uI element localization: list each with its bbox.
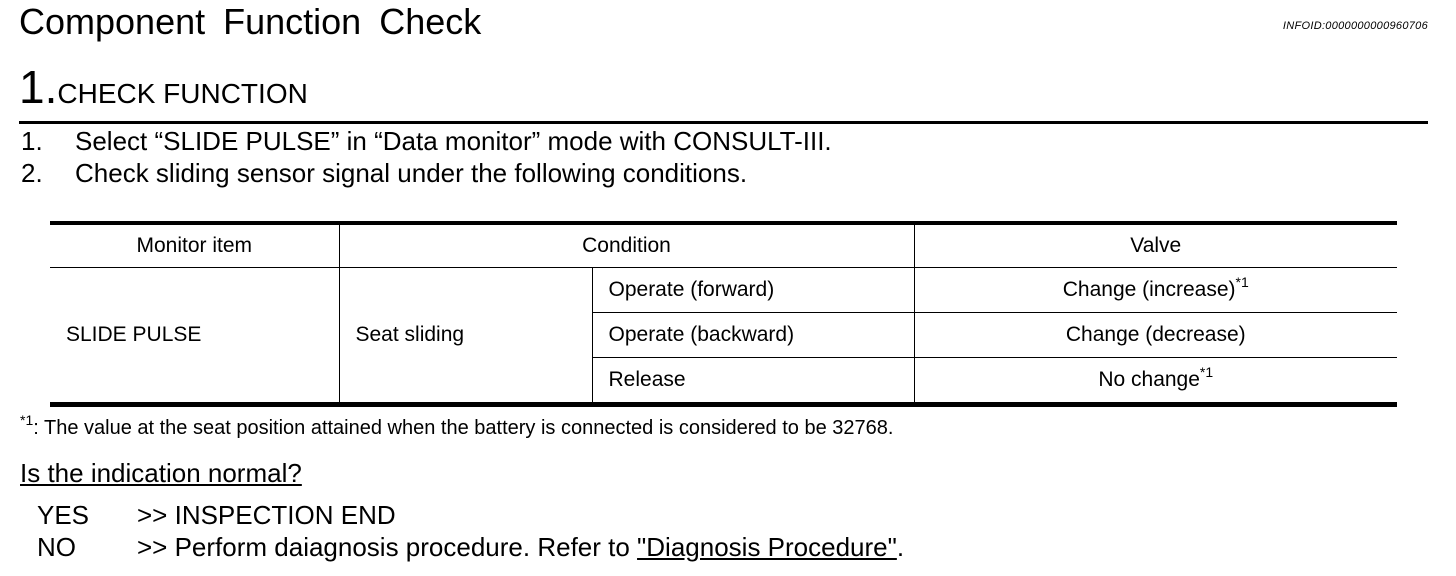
value-cell bbox=[914, 358, 1397, 405]
step-number: 1. bbox=[19, 61, 58, 113]
condition-cell: Operate (forward) bbox=[592, 268, 914, 313]
answer-no bbox=[37, 531, 904, 563]
diagnosis-procedure-link[interactable]: "Diagnosis Procedure" bbox=[637, 532, 897, 562]
value-text: No change bbox=[1098, 368, 1200, 391]
monitor-item-cell: SLIDE PULSE bbox=[50, 268, 339, 405]
data-monitor-table bbox=[50, 221, 1397, 407]
answer-yes-key: YES bbox=[37, 500, 90, 530]
question-heading: Is the indication normal? bbox=[20, 458, 302, 488]
page-title: Component Function Check bbox=[19, 1, 482, 42]
value-cell bbox=[914, 268, 1397, 313]
instruction-item bbox=[21, 157, 747, 189]
answer-no-text: >> Perform daiagnosis procedure. Refer to bbox=[137, 532, 638, 562]
instruction-text: Check sliding sensor signal under the following conditions. bbox=[75, 158, 748, 188]
value-text: Change (decrease) bbox=[1065, 323, 1246, 346]
footnote-mark: *1 bbox=[20, 412, 34, 428]
instruction-number: 2. bbox=[21, 158, 43, 188]
table-row bbox=[50, 268, 1397, 313]
footnote bbox=[20, 412, 894, 440]
section-divider bbox=[19, 121, 1428, 124]
instruction-item bbox=[21, 125, 832, 157]
footnote-ref: *1 bbox=[1235, 274, 1249, 290]
header-monitor-item: Monitor item bbox=[50, 223, 339, 268]
step-heading bbox=[19, 60, 308, 114]
condition-group-cell: Seat sliding bbox=[339, 268, 592, 405]
step-title: CHECK FUNCTION bbox=[57, 78, 308, 109]
condition-cell: Release bbox=[592, 358, 914, 405]
value-cell bbox=[914, 313, 1397, 358]
table-header-row bbox=[50, 223, 1397, 268]
answer-yes bbox=[37, 499, 396, 531]
footnote-ref: *1 bbox=[1199, 364, 1214, 380]
header-condition: Condition bbox=[339, 223, 914, 268]
header-valve: Valve bbox=[914, 223, 1397, 268]
condition-cell: Operate (backward) bbox=[592, 313, 914, 358]
instruction-number: 1. bbox=[21, 126, 43, 156]
answer-no-end: . bbox=[896, 532, 905, 562]
answer-no-key: NO bbox=[37, 532, 76, 562]
footnote-text: : The value at the seat position attained when the battery is connected is considered to be 32768. bbox=[33, 417, 894, 439]
info-id: INFOID:0000000000960706 bbox=[1282, 20, 1428, 32]
answer-yes-text: >> INSPECTION END bbox=[137, 500, 396, 530]
value-text: Change (increase) bbox=[1062, 278, 1236, 301]
instruction-text: Select “SLIDE PULSE” in “Data monitor” mode with CONSULT-III. bbox=[75, 126, 832, 156]
